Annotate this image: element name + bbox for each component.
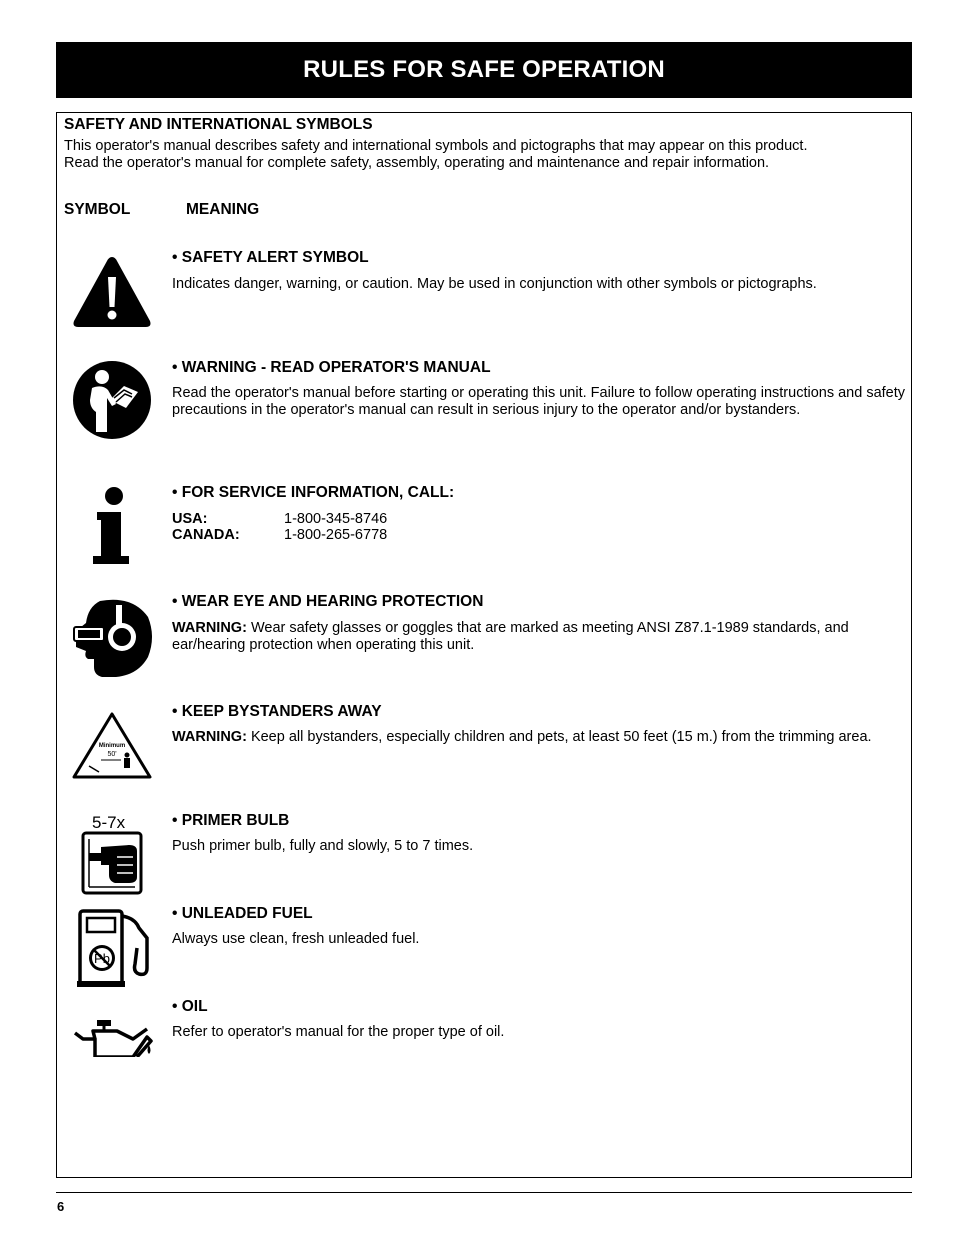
intro-line-2: Read the operator's manual for complete safety, assembly, operating and maintenance and repair information. — [64, 155, 770, 171]
entry-title-safety-alert: • SAFETY ALERT SYMBOL — [172, 249, 369, 266]
page-header-banner — [56, 42, 912, 98]
eye-hearing-protection-icon — [72, 597, 154, 679]
section-title: SAFETY AND INTERNATIONAL SYMBOLS — [64, 116, 373, 133]
canada-label: CANADA: — [172, 527, 240, 543]
entry-body-bystanders — [172, 729, 912, 746]
service-row-canada — [172, 527, 387, 543]
column-header-symbol: SYMBOL — [64, 201, 131, 218]
entry-body-primer: Push primer bulb, fully and slowly, 5 to 7 times. — [172, 838, 474, 854]
read-manual-icon — [72, 360, 152, 440]
column-header-meaning: MEANING — [186, 201, 260, 218]
fuel-pb-text: Pb — [94, 951, 110, 966]
page-title: RULES FOR SAFE OPERATION — [303, 56, 665, 83]
page-number: 6 — [57, 1199, 65, 1214]
bystanders-icon — [71, 711, 153, 781]
entry-body-oil: Refer to operator's manual for the proper type of oil. — [172, 1024, 505, 1040]
entry-title-primer: • PRIMER BULB — [172, 812, 290, 829]
service-row-usa — [172, 511, 387, 527]
oil-can-icon — [73, 1017, 155, 1057]
safety-alert-icon — [71, 255, 153, 329]
canada-phone: 1-800-265-6778 — [284, 527, 388, 543]
bystander-distance-text: 50' — [107, 751, 117, 758]
unleaded-fuel-icon — [77, 908, 153, 988]
warning-label: WARNING: — [172, 620, 247, 636]
entry-title-eye-hearing: • WEAR EYE AND HEARING PROTECTION — [172, 593, 484, 610]
usa-label: USA: — [172, 511, 208, 527]
primer-count-label: 5-7x — [92, 813, 126, 832]
entry-title-oil: • OIL — [172, 998, 208, 1015]
entry-body-fuel: Always use clean, fresh unleaded fuel. — [172, 931, 420, 947]
info-icon — [89, 486, 135, 566]
footer-rule — [56, 1192, 912, 1193]
bystander-minimum-text: Minimum — [98, 743, 126, 749]
warning-label: WARNING: — [172, 729, 247, 745]
entry-body-read-manual: Read the operator's manual before starting or operating this unit. Failure to follow operating instructions and safety precautions in the operator's manual can result in serious injury to the operator and/or bystanders. — [172, 385, 906, 418]
entry-title-read-manual: • WARNING - READ OPERATOR'S MANUAL — [172, 359, 491, 376]
intro-line-1: This operator's manual describes safety and international symbols and pictographs that may appear on this product. — [64, 138, 808, 154]
service-phone-table — [172, 511, 387, 543]
entry-body-safety-alert: Indicates danger, warning, or caution. May be used in conjunction with other symbols or pictographs. — [172, 276, 817, 292]
symbols-frame — [56, 112, 912, 1178]
entry-title-fuel: • UNLEADED FUEL — [172, 905, 313, 922]
primer-bulb-icon — [81, 831, 143, 895]
entry-title-service-info: • FOR SERVICE INFORMATION, CALL: — [172, 484, 455, 501]
usa-phone: 1-800-345-8746 — [284, 511, 388, 527]
warning-text: Wear safety glasses or goggles that are marked as meeting ANSI Z87.1-1989 standards, and ear/hearing protection when operating this unit. — [172, 620, 849, 653]
warning-text: Keep all bystanders, especially children and pets, at least 50 feet (15 m.) from the trimming area. — [246, 729, 872, 745]
entry-title-bystanders: • KEEP BYSTANDERS AWAY — [172, 703, 382, 720]
entry-body-eye-hearing — [172, 620, 912, 654]
section-intro — [64, 138, 904, 172]
